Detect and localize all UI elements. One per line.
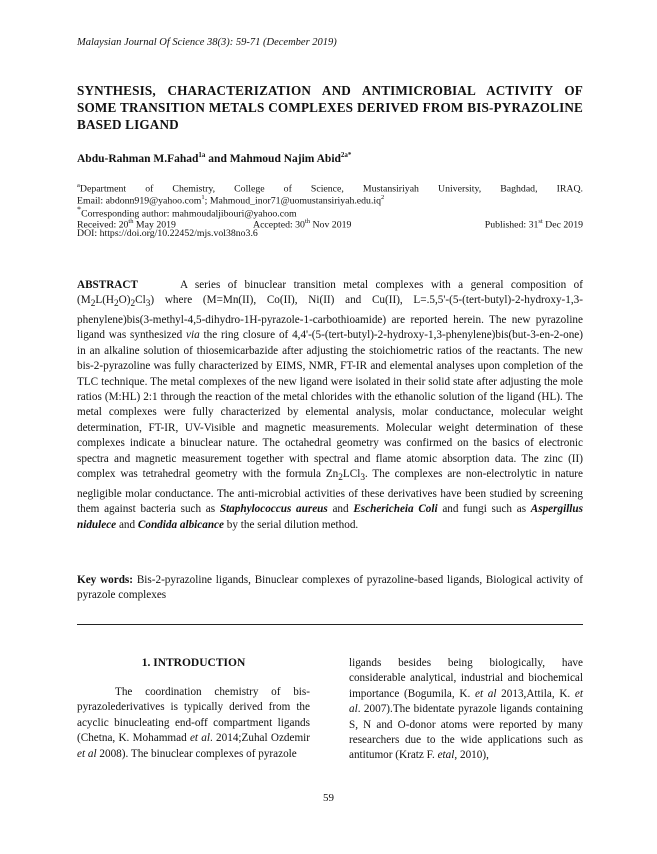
organism-name: Eschericheia Coli bbox=[353, 503, 438, 516]
keywords bbox=[77, 573, 583, 604]
received-label: Received: 20 bbox=[77, 219, 129, 231]
abstract-text: the ring closure of 4,4'-(5-(tert-butyl)-2-hydroxy-1,3-phenylene)bis(but-3-en-2-one) in an alkaline solution of thiosemicarbazide after adjusting the stoichiometric ratios of the reactants. The new bis-2-pyrazoline was fully characterized by EIMS, NMR, FT-IR and elemental analyses upon completion of the TLC technique. The metal complexes of the new ligand were isolated in their solid state after adjusting the mole ratios (M:HL) 2:1 through the reaction of the metal chlorides with the ethanolic solution of the ligand (HL). The metal complexes were fully characterized by elemental analysis, molar conductance, molecular weight determination, FT-IR, UV-Visible and magnetic measurements. Molecular weight determination of these complexes indicate a binuclear nature. The octahedral geometry was confirmed on the basics of electronic spectra and magnetic measurement together with spectral and flame atomic absorption data. The zinc (II) complex was tetrahedral geometry with the formula Zn bbox=[77, 329, 583, 481]
body-text: 2013,Attila, K. bbox=[496, 687, 575, 700]
body-text: ligands besides being biologically, have considerable analytical, industrial and biochemical importance (Bogumila, K. bbox=[349, 657, 583, 700]
accepted-ordinal: th bbox=[304, 218, 311, 225]
abstract-text: and bbox=[116, 518, 138, 531]
subscript: 3 bbox=[145, 299, 151, 310]
email-1-link[interactable]: abdonn919@yahoo.com bbox=[105, 195, 202, 207]
published-label: Published: 31 bbox=[484, 219, 539, 231]
email-1-mark: 1 bbox=[201, 194, 205, 201]
affiliation-mark: a bbox=[77, 182, 80, 189]
affiliation-text: Department of Chemistry, College of Science, Mustansiriyah University, Baghdad, IRAQ. bbox=[79, 183, 583, 195]
corresponding-mark: * bbox=[77, 205, 82, 214]
email-prefix: Email: bbox=[77, 195, 106, 207]
published-ordinal: st bbox=[538, 218, 543, 225]
body-text: 2008). The binuclear complexes of pyrazole bbox=[96, 747, 297, 760]
subscript: 2 bbox=[114, 299, 119, 310]
author-2: Mahmoud Najim Abid bbox=[229, 152, 341, 165]
body-text: . 2014;Zuhal Ozdemir bbox=[209, 732, 311, 745]
organism-name: Aspergillus nidulece bbox=[77, 503, 583, 531]
abstract-text: A series of binuclear transition metal complexes with a general composition of (M bbox=[77, 279, 583, 307]
abstract-heading: ABSTRACT bbox=[77, 279, 138, 291]
abstract bbox=[77, 278, 583, 533]
accepted-date bbox=[253, 216, 473, 232]
abstract-text: . The complexes are non-electrolytic in nature negligible molar conductance. The anti-microbial activities of these derivatives have been studied by screening them against bacteria such as bbox=[77, 468, 583, 516]
italic-via: via bbox=[186, 329, 200, 342]
italic-et-al: etal bbox=[437, 749, 455, 762]
email-2-link[interactable]: Mahmoud_inor71@uomustansiriyah.edu.iq bbox=[209, 195, 382, 207]
keywords-heading: Key words: bbox=[77, 574, 134, 586]
paper-title: SYNTHESIS, CHARACTERIZATION AND ANTIMICROBIAL ACTIVITY OF SOME TRANSITION METALS COMPLEXES DERIVED FROM BIS-PYRAZOLINE BASED LIGAND bbox=[77, 83, 583, 132]
author-2-affiliation-mark: 2a* bbox=[340, 151, 352, 159]
published-date bbox=[473, 216, 583, 232]
body-text: The coordination chemistry of bis-pyrazolederivatives is typically derived from the acyclic binucleating end-off compartment ligands (Chetna, K. Mohammad bbox=[77, 686, 310, 745]
intro-column-left bbox=[77, 685, 310, 762]
abstract-text: and fungi such as bbox=[437, 503, 531, 516]
abstract-text: and bbox=[327, 503, 354, 516]
body-text: , 2010), bbox=[454, 749, 489, 762]
corresponding-author: Corresponding author: mahmoudaljibouri@yahoo.com bbox=[81, 208, 297, 220]
keywords-text: Bis-2-pyrazoline ligands, Binuclear complexes of pyrazoline-based ligands, Biological activity of pyrazole complexes bbox=[77, 574, 584, 602]
organism-name: Condida albicance bbox=[137, 518, 224, 531]
received-ordinal: th bbox=[128, 218, 134, 225]
subscript: 3 bbox=[360, 473, 365, 484]
subscript: 2 bbox=[338, 473, 343, 484]
abstract-text: L(H bbox=[95, 294, 114, 307]
subscript: 2 bbox=[90, 299, 96, 310]
abstract-text: Cl bbox=[135, 294, 146, 307]
accepted-label: Accepted: 30 bbox=[253, 219, 305, 231]
italic-et-al: et al bbox=[189, 732, 210, 745]
published-rest: Dec 2019 bbox=[542, 219, 583, 231]
subscript: 2 bbox=[130, 299, 136, 310]
section-heading-introduction: 1. INTRODUCTION bbox=[141, 657, 246, 669]
abstract-text: O) bbox=[118, 294, 131, 307]
body-text: . 2007).The bidentate pyrazole ligands containing S, N and O-donor atoms were reported by many researchers due to the wide applications such as antitumor (Kratz F. bbox=[349, 703, 583, 762]
abstract-text: by the serial dilution method. bbox=[224, 518, 359, 531]
author-list bbox=[77, 151, 351, 165]
author-1-affiliation-mark: 1a bbox=[198, 151, 206, 159]
intro-column-right bbox=[349, 656, 583, 764]
abstract-text: LCl bbox=[342, 468, 361, 481]
accepted-rest: Nov 2019 bbox=[310, 219, 352, 231]
page-number: 59 bbox=[323, 792, 334, 804]
author-1: Abdu-Rahman M.Fahad bbox=[77, 152, 199, 165]
doi-link[interactable]: DOI: https://doi.org/10.22452/mjs.vol38no3.6 bbox=[77, 228, 258, 239]
email-separator: ; bbox=[204, 195, 210, 207]
italic-et-al: et al bbox=[349, 687, 583, 716]
journal-header: Malaysian Journal Of Science 38(3): 59-71 (December 2019) bbox=[77, 37, 337, 48]
italic-et-al: et al bbox=[77, 747, 97, 760]
organism-name: Staphylococcus aureus bbox=[219, 503, 328, 516]
section-divider bbox=[77, 624, 583, 625]
received-rest: May 2019 bbox=[133, 219, 176, 231]
author-joiner: and bbox=[205, 152, 230, 165]
abstract-text: ) where (M=Mn(II), Co(II), Ni(II) and Cu(II), L=.5,5'-(5-(tert-butyl)-2-hydroxy-1,3-phenylene)bis(3-methyl-4,5-dihydro-1H-pyrazole-1-carbothioamide) are reported herein. The new pyrazoline ligand was synthesized bbox=[77, 294, 583, 342]
email-2-mark: 2 bbox=[381, 194, 385, 201]
italic-et-al: et al bbox=[474, 687, 497, 700]
